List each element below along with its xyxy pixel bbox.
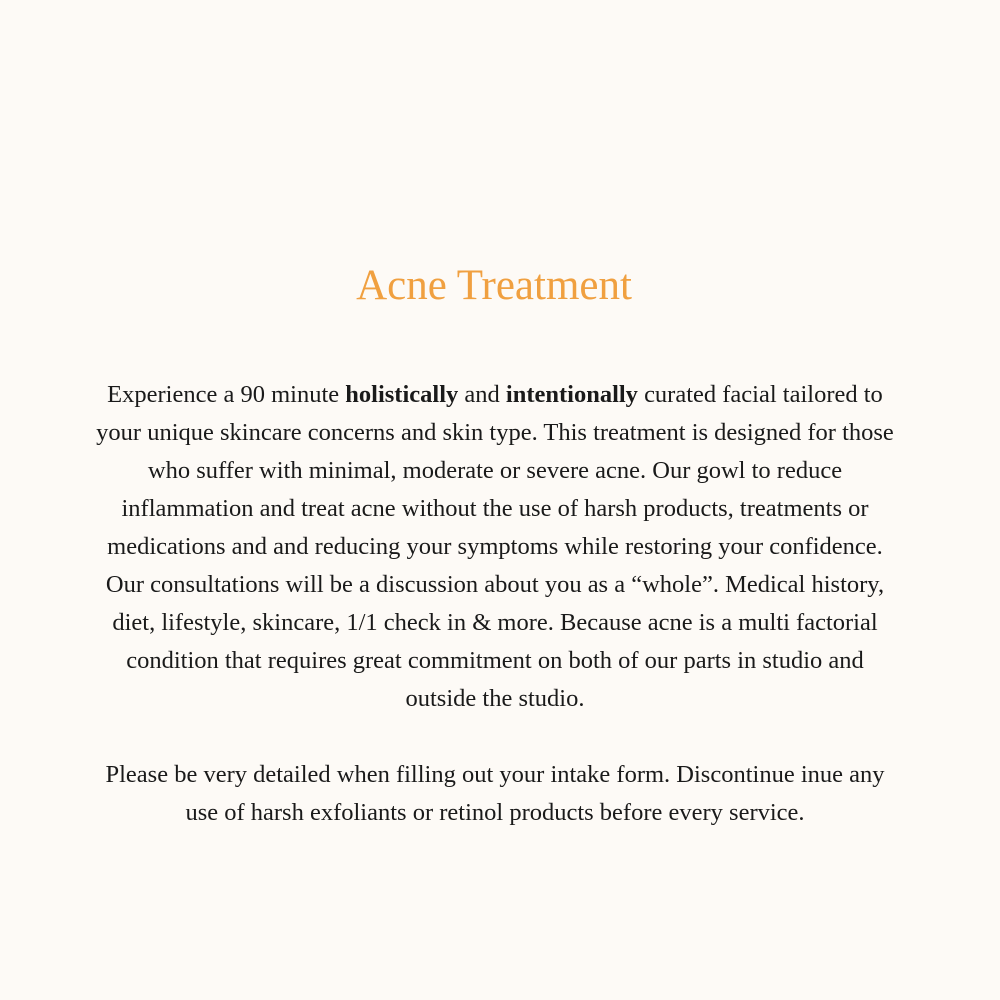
connector-text: and [458, 381, 506, 408]
paragraph-line: condition that requires great commitment on both of our parts in studio and [126, 647, 864, 674]
description [50, 376, 940, 832]
description-paragraph-2 [50, 756, 940, 832]
paragraph-line: outside the studio. [405, 685, 585, 712]
paragraph-line: diet, lifestyle, skincare, 1/1 check in & more. Because acne is a multi factorial [112, 609, 878, 636]
bold-holistically: holistically [345, 381, 459, 408]
intro-text: Experience a 90 minute [107, 381, 346, 408]
line-tail-text: curated facial tailored to [637, 381, 883, 408]
paragraph-line: inflammation and treat acne without the use of harsh products, treatments or [121, 495, 869, 522]
page-title: Acne Treatment [356, 262, 632, 309]
paragraph-line: use of harsh exfoliants or retinol products before every service. [185, 799, 805, 826]
paragraph-line [50, 376, 940, 414]
description-paragraph-1 [50, 376, 940, 718]
paragraph-line: Please be very detailed when filling out your intake form. Discontinue inue any [105, 761, 885, 788]
paragraph-spacer [50, 718, 940, 756]
paragraph-line: Our consultations will be a discussion about you as a “whole”. Medical history, [105, 571, 885, 598]
paragraph-line: medications and and reducing your symptoms while restoring your confidence. [107, 533, 883, 560]
paragraph-line: your unique skincare concerns and skin type. This treatment is designed for those [96, 419, 894, 446]
paragraph-line: who suffer with minimal, moderate or severe acne. Our gowl to reduce [147, 457, 843, 484]
bold-intentionally: intentionally [505, 381, 638, 408]
